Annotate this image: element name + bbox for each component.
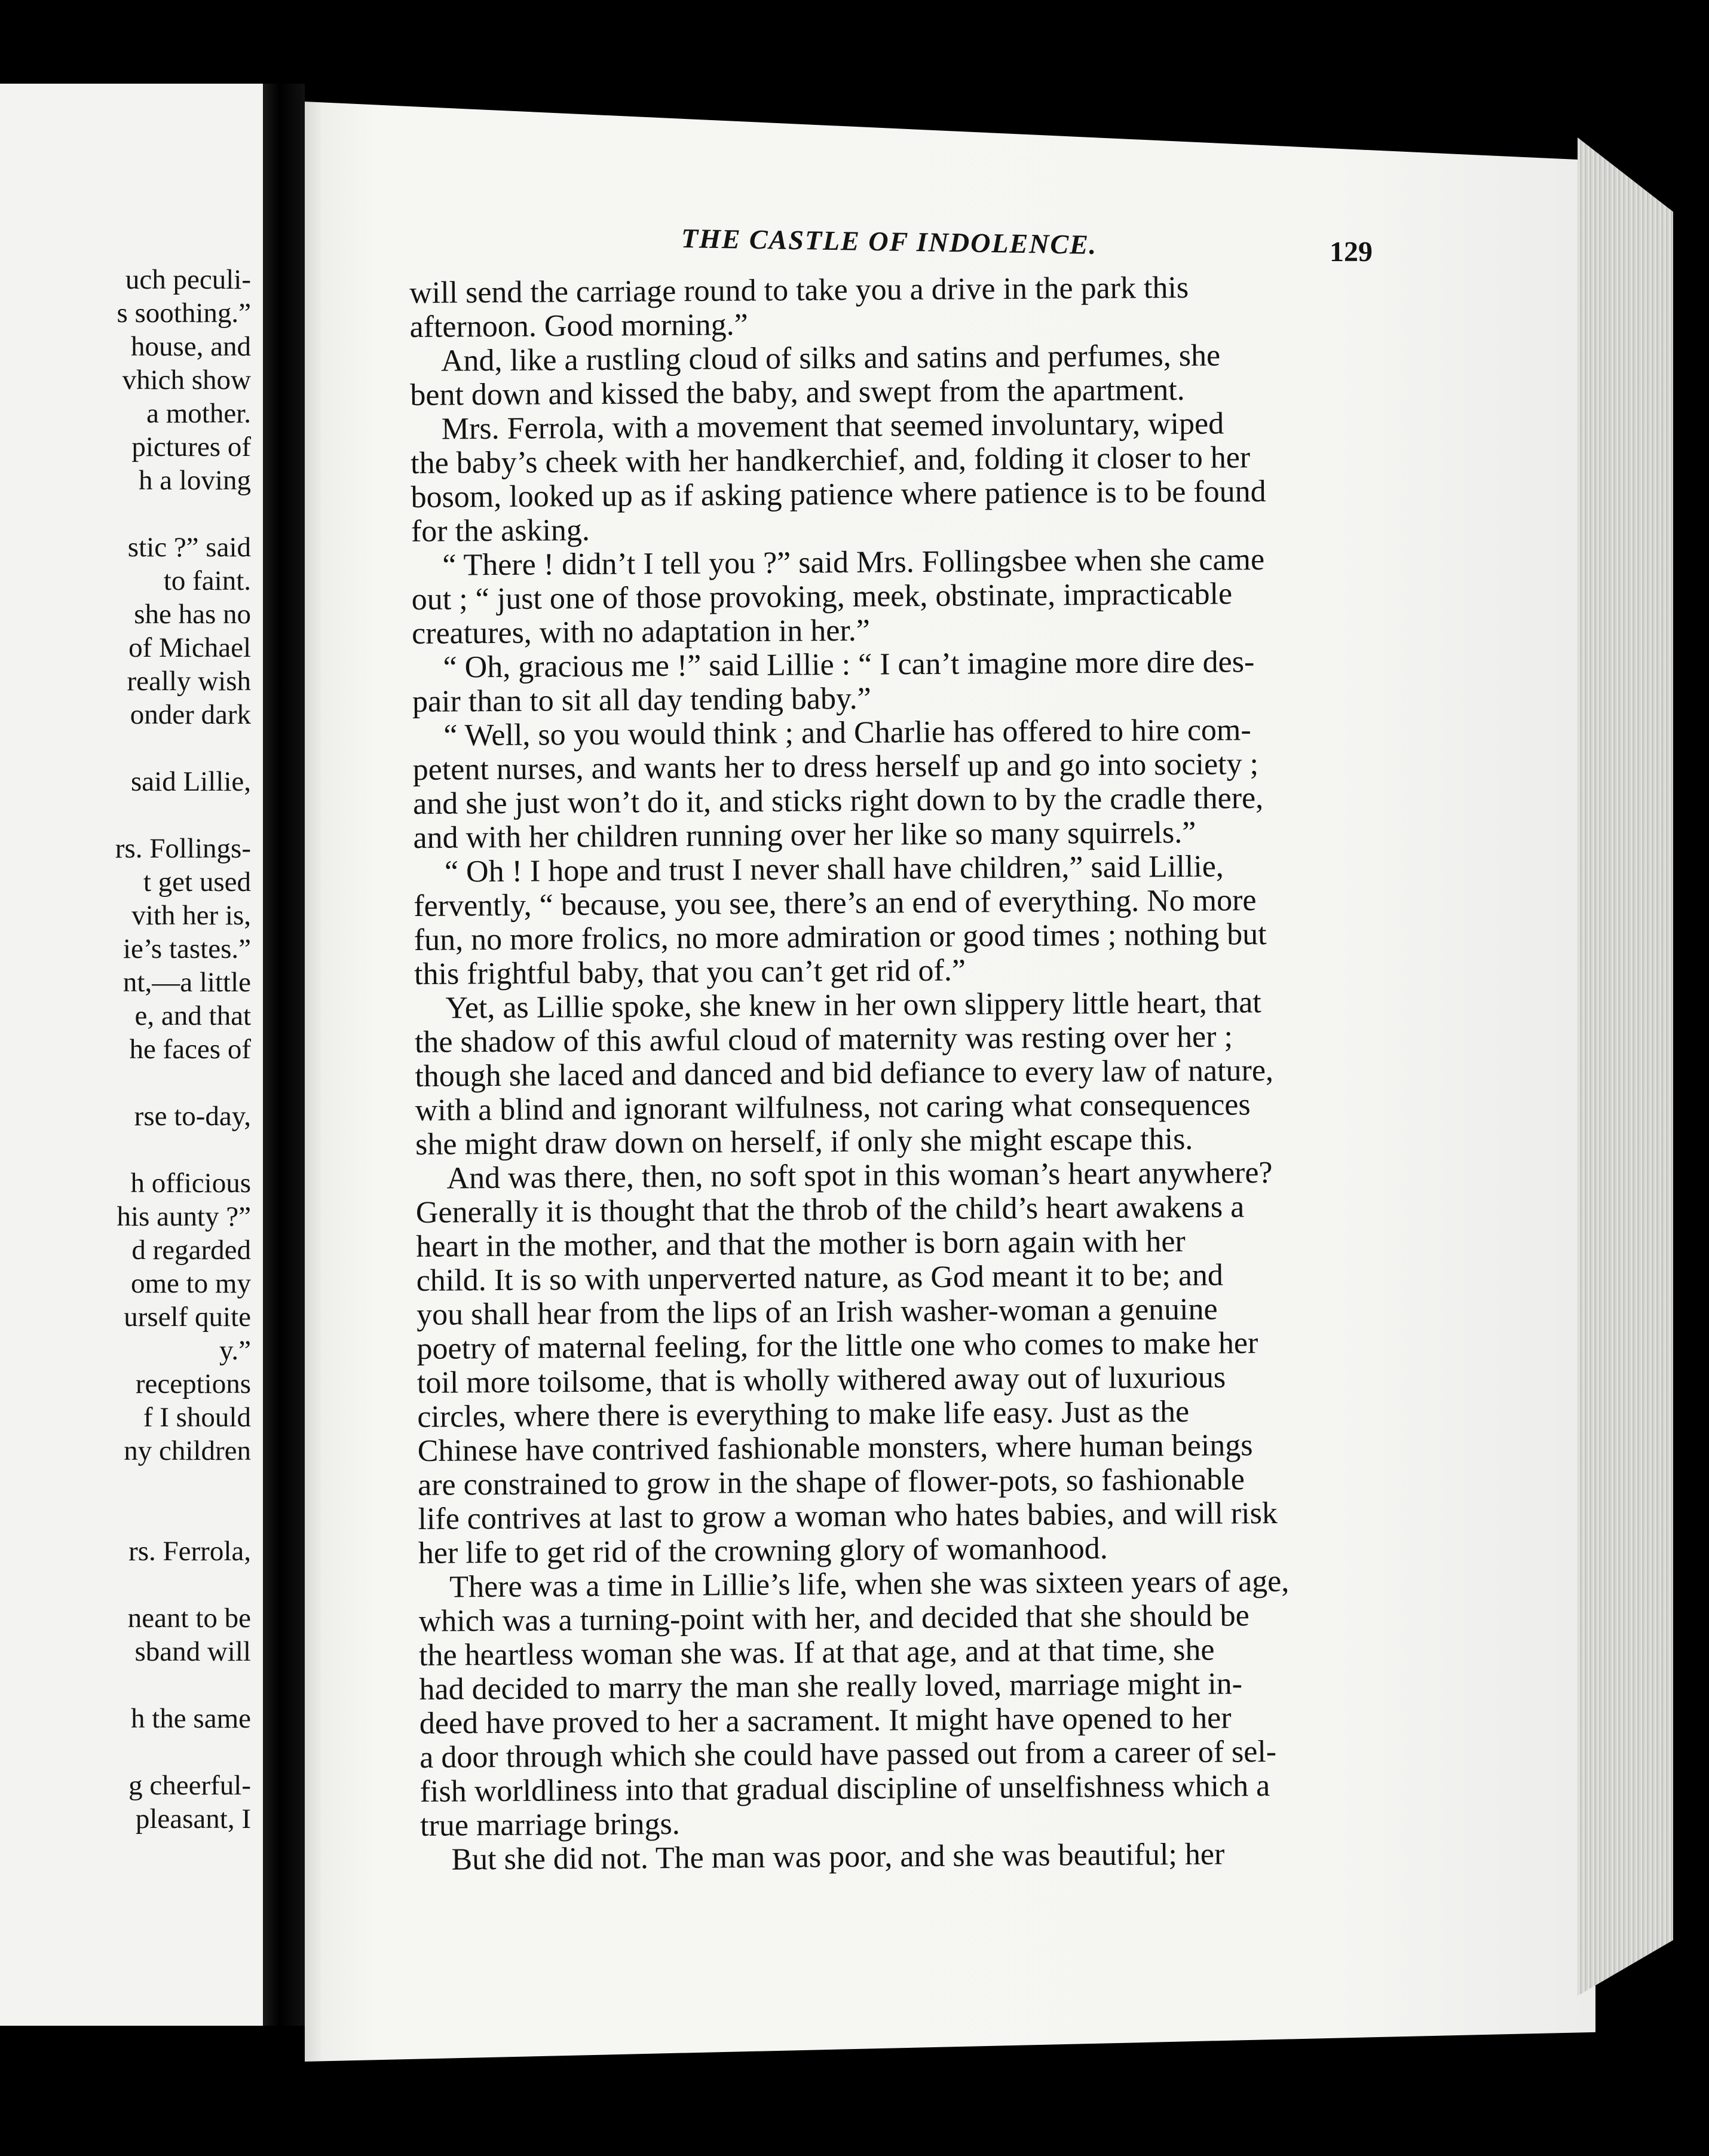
left-page-line: nt,—a little	[122, 967, 251, 998]
text-line: and with her children running over her like so many squirrels.”	[413, 815, 1196, 855]
left-page-line: ie’s tastes.”	[122, 933, 251, 964]
left-page-line	[0, 1668, 251, 1702]
running-title: THE CASTLE OF INDOLENCE.	[681, 223, 1098, 260]
left-page-line: a mother.	[146, 398, 251, 429]
text-line: But she did not. The man was poor, and she was beautiful; her	[451, 1837, 1225, 1877]
left-page-line: house, and	[130, 331, 251, 362]
text-line: with a blind and ignorant wilfulness, not caring what consequences	[415, 1088, 1251, 1128]
text-line: had decided to marry the man she really loved, marriage might in-	[419, 1667, 1243, 1707]
page-edges	[1578, 137, 1673, 1996]
text-line: are constrained to grow in the shape of flower-pots, so fashionable	[417, 1462, 1245, 1502]
text-line: her life to get rid of the crowning glory of womanhood.	[418, 1531, 1108, 1570]
text-line: life contrives at last to grow a woman who hates babies, and will risk	[418, 1496, 1278, 1536]
left-page-line	[0, 798, 251, 832]
left-page-line	[0, 1066, 251, 1100]
text-line: bent down and kissed the baby, and swept from the apartment.	[410, 372, 1185, 412]
text-line: the heartless woman she was. If at that age, and at that time, she	[418, 1633, 1215, 1673]
left-page-line: of Michael	[128, 632, 251, 663]
left-page-line: uch peculi-	[125, 264, 251, 295]
text-line: And, like a rustling cloud of silks and satins and perfumes, she	[440, 338, 1221, 378]
text-line: the baby’s cheek with her handkerchief, and, folding it closer to her	[410, 440, 1251, 480]
text-line: toil more toilsome, that is wholly withered away out of luxurious	[416, 1360, 1226, 1400]
text-line: Generally it is thought that the throb of the child’s heart awakens a	[415, 1190, 1245, 1230]
text-line: this frightful baby, that you can’t get rid of.”	[414, 953, 966, 991]
left-facing-page	[0, 84, 263, 2026]
left-page-line: rse to-day,	[134, 1101, 251, 1132]
text-line: will send the carriage round to take you a drive in the park this	[409, 270, 1189, 310]
left-page-line: ome to my	[130, 1268, 251, 1299]
text-line: fun, no more frolics, no more admiration or good times ; nothing but	[414, 917, 1267, 957]
text-line: though she laced and danced and bid defiance to every law of nature,	[415, 1053, 1274, 1094]
left-page-line: e, and that	[134, 1000, 251, 1031]
text-line: fish worldliness into that gradual discipline of unselfishness which a	[419, 1769, 1270, 1809]
left-page-line	[0, 1735, 251, 1769]
text-line: deed have proved to her a sacrament. It might have opened to her	[419, 1701, 1232, 1741]
text-line: Mrs. Ferrola, with a movement that seemed involuntary, wiped	[441, 406, 1224, 446]
text-line: afternoon. Good morning.”	[409, 308, 748, 344]
left-page-line: his aunty ?”	[117, 1201, 251, 1232]
text-line: pair than to sit all day tending baby.”	[412, 681, 871, 719]
text-line: Chinese have contrived fashionable monsters, where human beings	[417, 1428, 1253, 1468]
left-page-line	[0, 497, 251, 531]
left-page-line: receptions	[135, 1368, 251, 1399]
left-page-line: to faint.	[163, 565, 251, 596]
left-page-line: neant to be	[127, 1603, 251, 1634]
page-number: 129	[1330, 236, 1373, 268]
text-line: creatures, with no adaptation in her.”	[411, 613, 871, 651]
left-page-line	[0, 731, 251, 765]
left-page-line: g cheerful-	[128, 1770, 251, 1801]
left-page-line: said Lillie,	[130, 766, 251, 797]
text-line: you shall hear from the lips of an Irish washer-woman a genuine	[416, 1292, 1218, 1332]
left-page-line	[0, 1568, 251, 1601]
left-page-line	[0, 1501, 251, 1535]
left-page-line: y.”	[219, 1335, 251, 1366]
text-line: “ Oh ! I hope and trust I never shall have children,” said Lillie,	[444, 849, 1224, 889]
left-page-line	[0, 1133, 251, 1166]
left-page-line: s soothing.”	[117, 298, 251, 329]
left-page-text	[0, 263, 251, 1836]
left-page-line: vhich show	[122, 365, 251, 396]
text-line: circles, where there is everything to make life easy. Just as the	[417, 1394, 1190, 1434]
left-page-line: onder dark	[130, 699, 251, 730]
text-line: she might draw down on herself, if only she might escape this.	[415, 1122, 1193, 1162]
left-page-line: he faces of	[129, 1034, 251, 1065]
text-line: child. It is so with unperverted nature, as God meant it to be; and	[416, 1258, 1224, 1298]
left-page-line	[0, 1468, 251, 1501]
text-line: fervently, “ because, you see, there’s an end of everything. No more	[414, 883, 1257, 923]
body-text	[409, 270, 1380, 1877]
text-line: petent nurses, and wants her to dress herself up and go into society ;	[412, 747, 1259, 787]
text-line: Yet, as Lillie spoke, she knew in her own slippery little heart, that	[445, 985, 1261, 1025]
left-page-line: pictures of	[131, 431, 251, 463]
left-page-line: sband will	[134, 1636, 251, 1667]
left-page-line: f I should	[143, 1402, 251, 1433]
text-line: out ; “ just one of those provoking, meek, obstinate, impracticable	[411, 577, 1233, 617]
left-page-line: t get used	[143, 866, 251, 898]
text-line: heart in the mother, and that the mother is born again with her	[416, 1224, 1186, 1264]
text-line: “ There ! didn’t I tell you ?” said Mrs. Follingsbee when she came	[442, 543, 1265, 583]
text-line: And was there, then, no soft spot in this woman’s heart anywhere?	[446, 1155, 1273, 1196]
text-line: and she just won’t do it, and sticks right down to by the cradle there,	[412, 781, 1264, 821]
left-page-line: pleasant, I	[135, 1803, 251, 1835]
left-page-line: h officious	[130, 1168, 251, 1199]
left-page-line: d regarded	[131, 1235, 251, 1266]
text-line: the shadow of this awful cloud of maternity was resting over her ;	[414, 1019, 1233, 1059]
text-line: poetry of maternal feeling, for the little one who comes to make her	[416, 1326, 1258, 1366]
text-line: “ Well, so you would think ; and Charlie has offered to hire com-	[443, 713, 1251, 753]
left-page-line: stic ?” said	[127, 532, 251, 563]
text-line: bosom, looked up as if asking patience where patience is to be found	[411, 474, 1266, 514]
left-page-line: rs. Follings-	[115, 833, 251, 864]
text-line: true marriage brings.	[419, 1806, 680, 1843]
left-page-line: she has no	[134, 599, 251, 630]
text-line: “ Oh, gracious me !” said Lillie : “ I can’t imagine more dire des-	[443, 645, 1255, 685]
left-page-line: h a loving	[139, 465, 251, 496]
book-gutter	[263, 84, 305, 2026]
text-line: There was a time in Lillie’s life, when she was sixteen years of age,	[449, 1564, 1290, 1604]
left-page-line: h the same	[131, 1703, 251, 1734]
text-line: a door through which she could have passed out from a career of sel-	[419, 1734, 1277, 1775]
text-line: for the asking.	[411, 513, 590, 549]
left-page-line: really wish	[127, 666, 251, 697]
text-line: which was a turning-point with her, and decided that she should be	[418, 1598, 1249, 1639]
left-page-line: ny children	[124, 1435, 251, 1466]
left-page-line: rs. Ferrola,	[128, 1536, 251, 1567]
left-page-line: urself quite	[124, 1301, 251, 1333]
left-page-line: vith her is,	[131, 900, 251, 931]
